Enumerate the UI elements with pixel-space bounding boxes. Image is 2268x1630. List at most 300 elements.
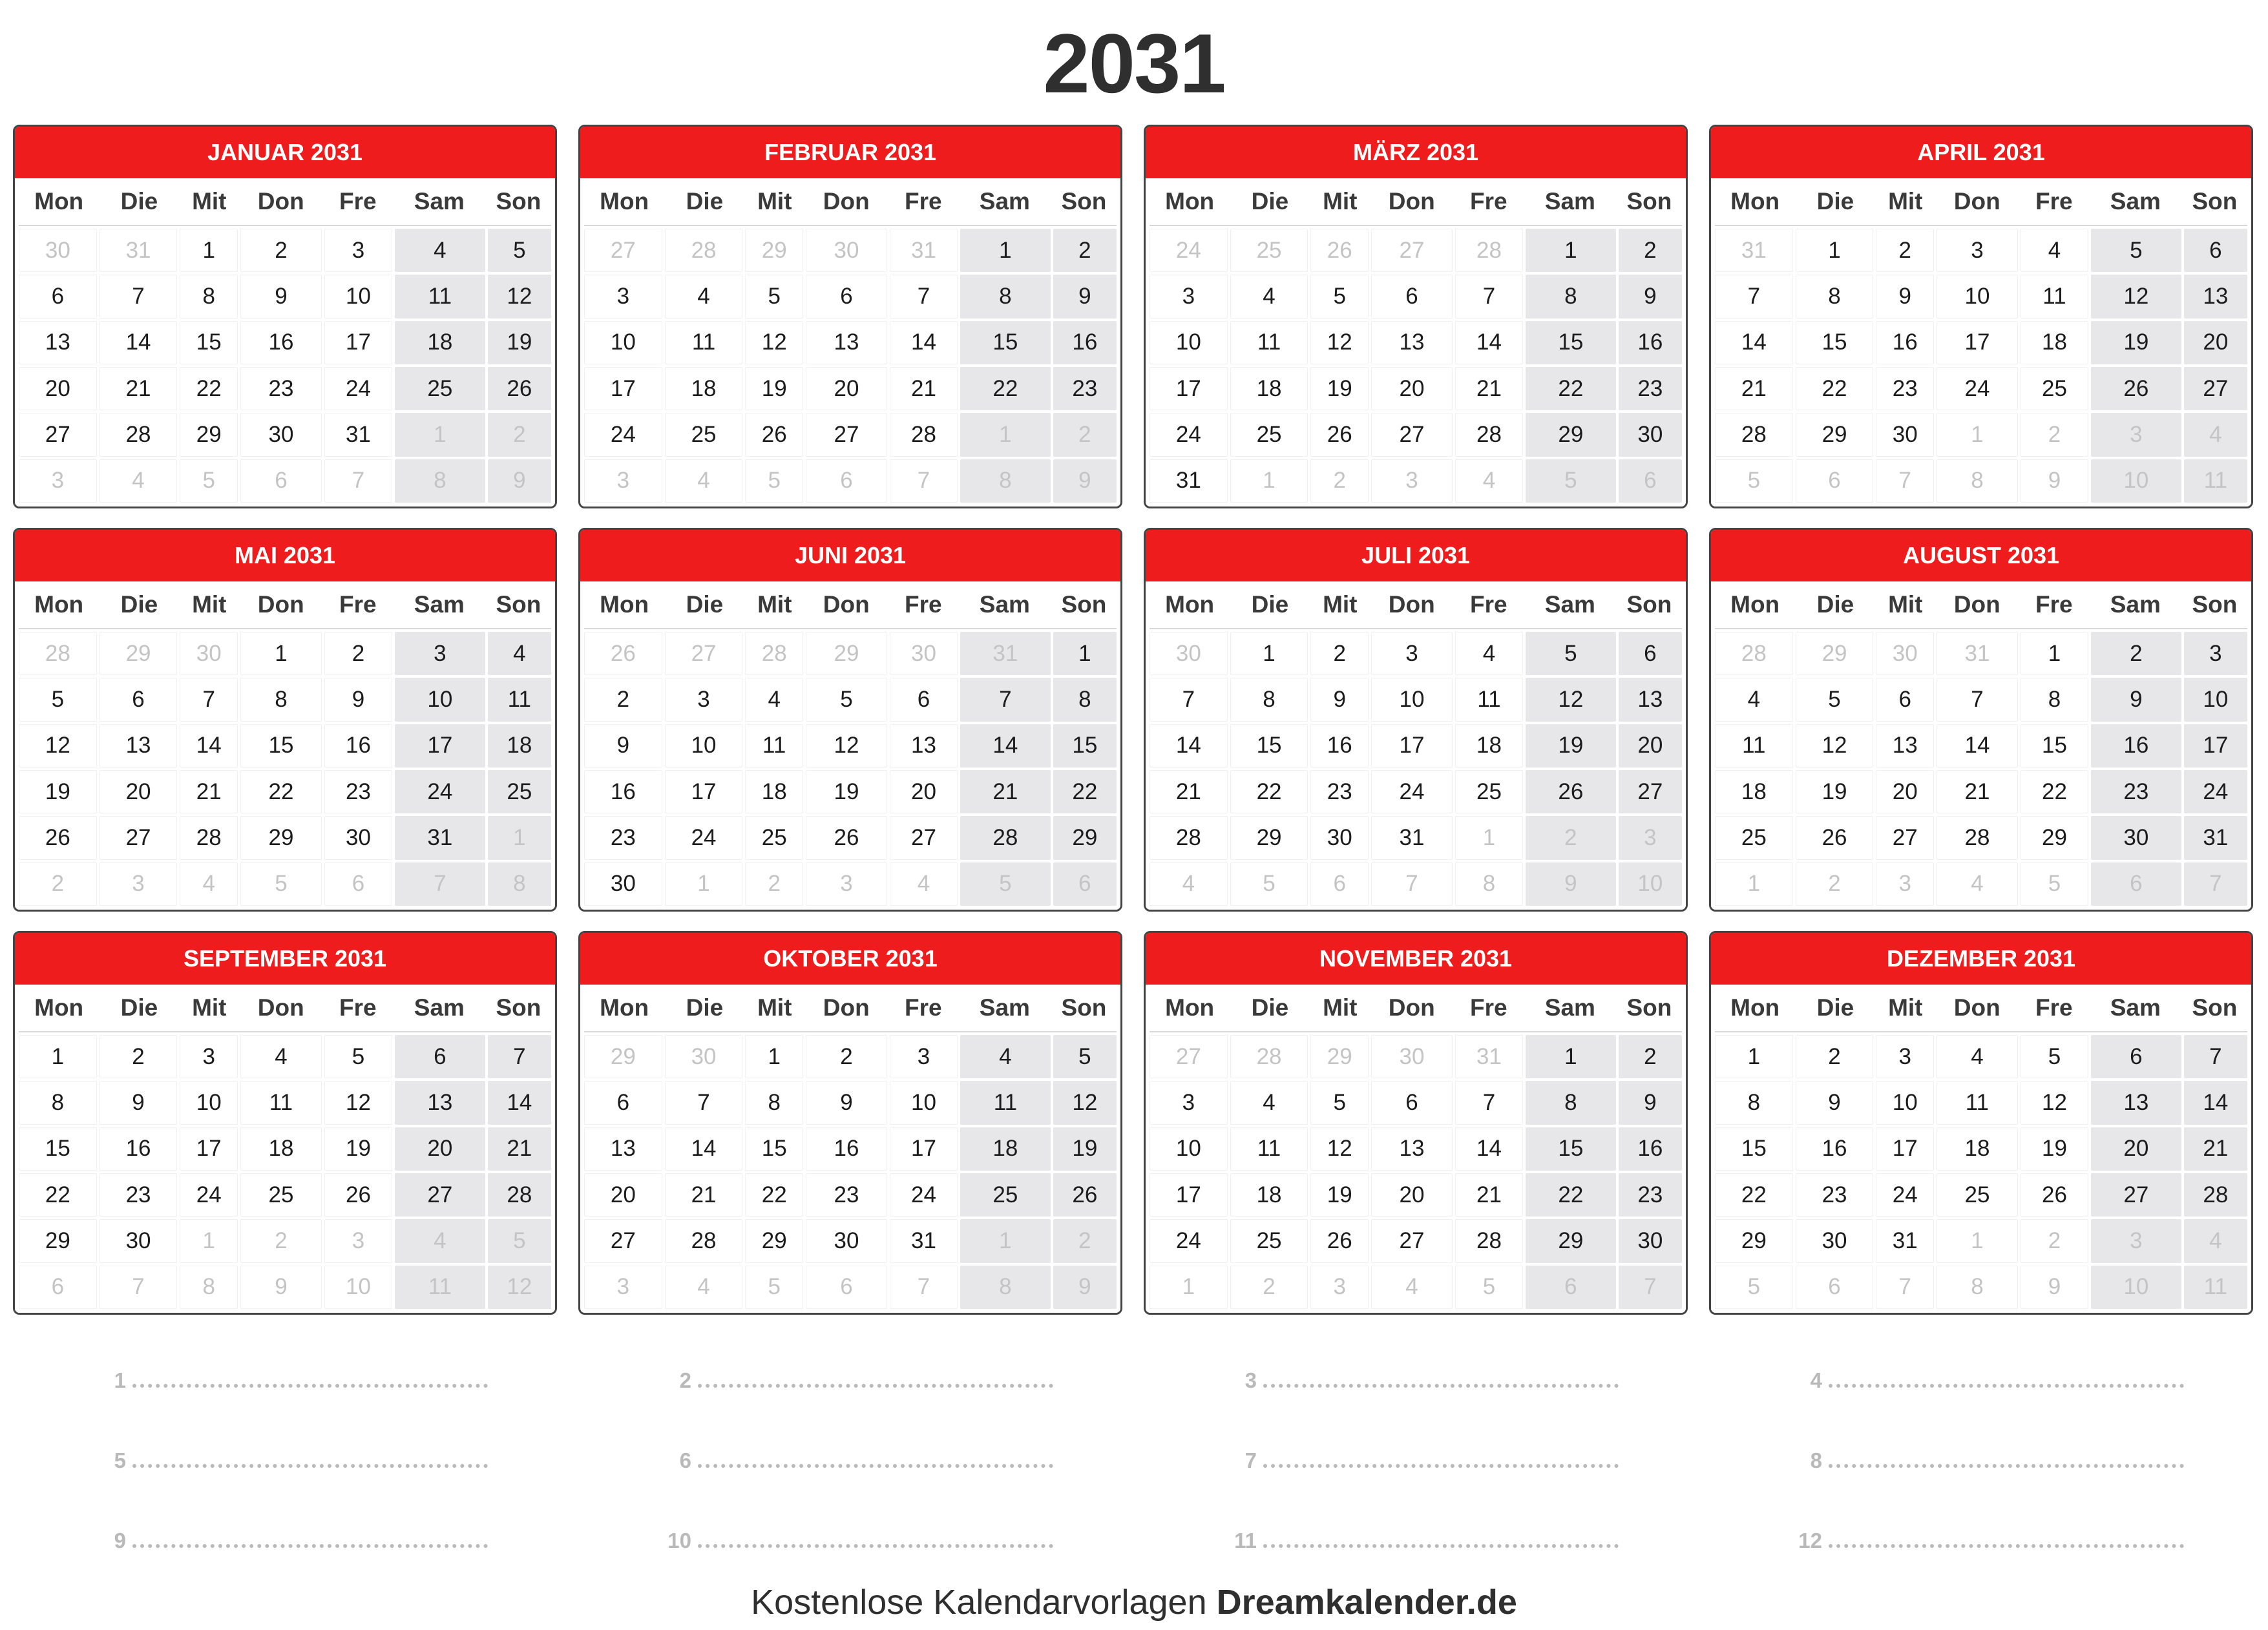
day-cell-adjacent-month: 7 — [1371, 862, 1453, 906]
weekday-label: Die — [1251, 188, 1289, 214]
day-cell-adjacent-month: 5 — [1230, 862, 1308, 906]
day-cell-adjacent-month: 4 — [100, 459, 178, 503]
day-cell: 24 — [584, 413, 662, 456]
day-cell-adjacent-month: 7 — [1876, 1266, 1934, 1309]
day-cell: 22 — [19, 1173, 97, 1217]
day-cell: 1 — [1526, 1035, 1616, 1078]
note-dotted-line — [1263, 1464, 1619, 1468]
days-grid — [1146, 226, 1686, 507]
day-cell: 23 — [806, 1173, 887, 1217]
day-cell: 18 — [1455, 724, 1523, 768]
day-cell: 21 — [1150, 770, 1228, 813]
weekday-label: Don — [823, 994, 870, 1021]
day-cell-adjacent-month: 11 — [2184, 1266, 2247, 1309]
day-cell: 17 — [1937, 321, 2018, 364]
day-cell: 26 — [1796, 816, 1874, 859]
day-cell-adjacent-month: 4 — [395, 1219, 485, 1262]
day-cell: 26 — [745, 413, 803, 456]
day-cell: 29 — [19, 1219, 97, 1262]
day-cell-adjacent-month: 10 — [2091, 1266, 2181, 1309]
day-cell-adjacent-month: 3 — [1876, 862, 1934, 906]
day-cell: 14 — [960, 724, 1051, 768]
footer — [0, 1576, 2268, 1628]
days-grid — [1711, 226, 2251, 507]
day-cell-adjacent-month: 1 — [1150, 1266, 1228, 1309]
day-cell: 22 — [745, 1173, 803, 1217]
days-grid — [15, 226, 555, 507]
day-cell: 11 — [395, 275, 485, 318]
day-cell-adjacent-month: 7 — [890, 459, 958, 503]
day-cell: 7 — [1455, 275, 1523, 318]
day-cell: 17 — [395, 724, 485, 768]
weekday-label: Sam — [2110, 994, 2161, 1021]
month-calendar — [13, 528, 557, 912]
day-cell: 5 — [1053, 1035, 1117, 1078]
day-cell: 3 — [1937, 229, 2018, 272]
month-title: NOVEMBER 2031 — [1146, 933, 1686, 985]
day-cell: 24 — [2184, 770, 2247, 813]
day-cell: 16 — [806, 1127, 887, 1171]
day-cell-adjacent-month: 5 — [960, 862, 1051, 906]
day-cell: 19 — [488, 321, 551, 364]
day-cell: 29 — [180, 413, 238, 456]
day-cell-adjacent-month: 9 — [1526, 862, 1616, 906]
day-cell: 26 — [2021, 1173, 2088, 1217]
day-cell-adjacent-month: 2 — [2021, 413, 2088, 456]
day-cell: 4 — [665, 275, 743, 318]
day-cell: 24 — [890, 1173, 958, 1217]
weekday-label: Die — [1816, 994, 1854, 1021]
days-grid — [580, 1032, 1120, 1313]
day-cell-adjacent-month: 3 — [584, 459, 662, 503]
day-cell-adjacent-month: 2 — [1310, 459, 1369, 503]
day-cell: 18 — [1937, 1127, 2018, 1171]
note-number: 3 — [1244, 1368, 1257, 1392]
day-cell: 28 — [2184, 1173, 2247, 1217]
day-cell: 9 — [1619, 1081, 1682, 1124]
weekday-label: Fre — [2035, 591, 2073, 618]
weekday-label: Don — [257, 591, 304, 618]
day-cell: 9 — [1876, 275, 1934, 318]
day-cell: 13 — [806, 321, 887, 364]
day-cell: 31 — [890, 1219, 958, 1262]
day-cell: 18 — [2021, 321, 2088, 364]
weekday-label: Mit — [757, 591, 792, 618]
day-cell-adjacent-month: 30 — [1150, 632, 1228, 675]
month-calendar — [1709, 931, 2253, 1315]
day-cell: 13 — [2091, 1081, 2181, 1124]
day-cell-adjacent-month: 25 — [1230, 229, 1308, 272]
day-cell: 27 — [395, 1173, 485, 1217]
day-cell: 30 — [100, 1219, 178, 1262]
day-cell: 21 — [665, 1173, 743, 1217]
weekday-label: Mon — [34, 188, 84, 214]
day-cell-adjacent-month: 5 — [1455, 1266, 1523, 1309]
weekday-label: Don — [1388, 591, 1435, 618]
day-cell-adjacent-month: 27 — [1371, 229, 1453, 272]
day-cell: 21 — [488, 1127, 551, 1171]
day-cell: 6 — [584, 1081, 662, 1124]
day-cell: 4 — [960, 1035, 1051, 1078]
day-cell: 25 — [1455, 770, 1523, 813]
day-cell-adjacent-month: 31 — [100, 229, 178, 272]
day-cell: 18 — [488, 724, 551, 768]
weekday-label: Mon — [600, 188, 649, 214]
day-cell-adjacent-month: 5 — [2021, 862, 2088, 906]
day-cell: 12 — [2021, 1081, 2088, 1124]
day-cell: 28 — [1455, 1219, 1523, 1262]
day-cell-adjacent-month: 5 — [1715, 1266, 1793, 1309]
day-cell: 15 — [180, 321, 238, 364]
day-cell: 4 — [240, 1035, 322, 1078]
weekday-label: Don — [257, 188, 304, 214]
day-cell: 2 — [1053, 229, 1117, 272]
day-cell: 9 — [806, 1081, 887, 1124]
day-cell: 7 — [1150, 678, 1228, 721]
day-cell: 10 — [324, 275, 392, 318]
day-cell-adjacent-month: 3 — [324, 1219, 392, 1262]
day-cell: 29 — [1526, 1219, 1616, 1262]
day-cell-adjacent-month: 5 — [1715, 459, 1793, 503]
day-cell-adjacent-month: 1 — [395, 413, 485, 456]
day-cell-adjacent-month: 2 — [1053, 1219, 1117, 1262]
day-cell: 22 — [1526, 367, 1616, 410]
day-cell: 6 — [2091, 1035, 2181, 1078]
day-cell: 28 — [1715, 413, 1793, 456]
day-cell: 26 — [1526, 770, 1616, 813]
day-cell: 24 — [180, 1173, 238, 1217]
month-title: JULI 2031 — [1146, 530, 1686, 581]
note-dotted-line — [132, 1384, 488, 1388]
day-cell: 16 — [324, 724, 392, 768]
day-cell: 10 — [1937, 275, 2018, 318]
day-cell: 9 — [1619, 275, 1682, 318]
day-cell: 31 — [1150, 459, 1228, 503]
weekday-label: Sam — [2110, 188, 2161, 214]
day-cell: 8 — [1526, 275, 1616, 318]
day-cell: 4 — [488, 632, 551, 675]
day-cell: 10 — [890, 1081, 958, 1124]
day-cell: 4 — [1455, 632, 1523, 675]
day-cell-adjacent-month: 2 — [1053, 413, 1117, 456]
day-cell: 24 — [1371, 770, 1453, 813]
note-number: 12 — [1798, 1529, 1822, 1552]
day-cell: 9 — [584, 724, 662, 768]
weekday-label: Mit — [1888, 994, 1923, 1021]
day-cell: 23 — [1876, 367, 1934, 410]
day-cell: 14 — [1715, 321, 1793, 364]
day-cell: 18 — [960, 1127, 1051, 1171]
weekday-label: Son — [1061, 994, 1107, 1021]
day-cell: 22 — [2021, 770, 2088, 813]
weekday-label: Die — [686, 188, 724, 214]
days-grid — [1146, 629, 1686, 910]
weekday-label: Mon — [34, 994, 84, 1021]
note-number: 8 — [1810, 1448, 1822, 1472]
day-cell: 8 — [1230, 678, 1308, 721]
weekday-label: Don — [1953, 188, 2000, 214]
day-cell-adjacent-month: 4 — [1371, 1266, 1453, 1309]
weekday-label: Sam — [979, 188, 1030, 214]
day-cell: 27 — [2184, 367, 2247, 410]
day-cell: 12 — [324, 1081, 392, 1124]
day-cell: 29 — [745, 1219, 803, 1262]
day-cell: 18 — [395, 321, 485, 364]
day-cell: 5 — [488, 229, 551, 272]
day-cell: 10 — [395, 678, 485, 721]
day-cell: 21 — [2184, 1127, 2247, 1171]
day-cell: 24 — [324, 367, 392, 410]
day-cell-adjacent-month: 3 — [1371, 459, 1453, 503]
day-cell-adjacent-month: 6 — [324, 862, 392, 906]
day-cell-adjacent-month: 26 — [1310, 229, 1369, 272]
day-cell: 5 — [745, 275, 803, 318]
day-cell: 15 — [1526, 321, 1616, 364]
month-calendar — [13, 931, 557, 1315]
day-cell: 12 — [806, 724, 887, 768]
weekday-label: Son — [2192, 994, 2238, 1021]
day-cell: 20 — [890, 770, 958, 813]
day-cell: 19 — [1310, 1173, 1369, 1217]
day-cell-adjacent-month: 4 — [2184, 413, 2247, 456]
day-cell-adjacent-month: 6 — [240, 459, 322, 503]
day-cell: 14 — [1937, 724, 2018, 768]
day-cell-adjacent-month: 28 — [1230, 1035, 1308, 1078]
month-calendar — [1709, 528, 2253, 912]
day-cell-adjacent-month: 3 — [2091, 413, 2181, 456]
note-number: 1 — [114, 1368, 126, 1392]
day-cell-adjacent-month: 4 — [1150, 862, 1228, 906]
weekday-header — [19, 985, 551, 1032]
weekday-label: Son — [1626, 188, 1672, 214]
day-cell: 25 — [2021, 367, 2088, 410]
note-number: 6 — [679, 1448, 691, 1472]
day-cell: 21 — [1455, 367, 1523, 410]
day-cell: 13 — [1619, 678, 1682, 721]
weekday-label: Die — [686, 591, 724, 618]
day-cell: 23 — [1053, 367, 1117, 410]
day-cell-adjacent-month: 27 — [584, 229, 662, 272]
day-cell: 16 — [1310, 724, 1369, 768]
day-cell: 28 — [1150, 816, 1228, 859]
note-number: 11 — [1234, 1529, 1257, 1552]
day-cell: 30 — [806, 1219, 887, 1262]
day-cell: 15 — [19, 1127, 97, 1171]
month-calendar — [1144, 931, 1688, 1315]
day-cell: 15 — [745, 1127, 803, 1171]
day-cell-adjacent-month: 8 — [1937, 459, 2018, 503]
day-cell: 15 — [960, 321, 1051, 364]
note-line-item — [1144, 1324, 1688, 1405]
day-cell: 19 — [324, 1127, 392, 1171]
day-cell: 6 — [2184, 229, 2247, 272]
day-cell: 6 — [1371, 1081, 1453, 1124]
month-title: SEPTEMBER 2031 — [15, 933, 555, 985]
day-cell: 27 — [1876, 816, 1934, 859]
day-cell: 2 — [1310, 632, 1369, 675]
weekday-label: Mon — [1165, 188, 1215, 214]
day-cell: 1 — [180, 229, 238, 272]
day-cell-adjacent-month: 5 — [745, 459, 803, 503]
day-cell: 8 — [1526, 1081, 1616, 1124]
day-cell: 2 — [584, 678, 662, 721]
day-cell: 20 — [1371, 367, 1453, 410]
day-cell-adjacent-month: 1 — [1937, 1219, 2018, 1262]
day-cell-adjacent-month: 8 — [395, 459, 485, 503]
day-cell-adjacent-month: 6 — [1310, 862, 1369, 906]
day-cell: 24 — [1150, 413, 1228, 456]
day-cell: 25 — [745, 816, 803, 859]
day-cell: 27 — [806, 413, 887, 456]
day-cell: 9 — [100, 1081, 178, 1124]
day-cell: 17 — [890, 1127, 958, 1171]
weekday-label: Mit — [757, 188, 792, 214]
day-cell: 7 — [180, 678, 238, 721]
day-cell: 4 — [395, 229, 485, 272]
day-cell: 2 — [100, 1035, 178, 1078]
day-cell-adjacent-month: 29 — [584, 1035, 662, 1078]
day-cell-adjacent-month: 29 — [806, 632, 887, 675]
day-cell: 3 — [1876, 1035, 1934, 1078]
day-cell: 22 — [1796, 367, 1874, 410]
day-cell: 11 — [745, 724, 803, 768]
weekday-label: Son — [496, 188, 541, 214]
weekday-header — [19, 178, 551, 226]
day-cell: 25 — [1937, 1173, 2018, 1217]
day-cell: 12 — [2091, 275, 2181, 318]
day-cell: 21 — [1937, 770, 2018, 813]
day-cell-adjacent-month: 6 — [806, 1266, 887, 1309]
weekday-label: Sam — [979, 994, 1030, 1021]
day-cell-adjacent-month: 29 — [100, 632, 178, 675]
day-cell-adjacent-month: 30 — [1371, 1035, 1453, 1078]
day-cell: 5 — [1310, 1081, 1369, 1124]
day-cell: 24 — [395, 770, 485, 813]
day-cell: 28 — [180, 816, 238, 859]
note-line-item — [1144, 1485, 1688, 1565]
month-calendar — [578, 125, 1122, 508]
month-title: AUGUST 2031 — [1711, 530, 2251, 581]
day-cell: 2 — [1619, 1035, 1682, 1078]
weekday-label: Son — [496, 994, 541, 1021]
weekday-label: Fre — [1469, 994, 1507, 1021]
weekday-label: Fre — [904, 188, 942, 214]
day-cell: 1 — [745, 1035, 803, 1078]
day-cell: 23 — [100, 1173, 178, 1217]
day-cell-adjacent-month: 9 — [2021, 1266, 2088, 1309]
day-cell: 11 — [1230, 1127, 1308, 1171]
day-cell: 18 — [665, 367, 743, 410]
weekday-label: Mit — [1888, 591, 1923, 618]
weekday-label: Son — [496, 591, 541, 618]
day-cell: 19 — [806, 770, 887, 813]
day-cell-adjacent-month: 6 — [2091, 862, 2181, 906]
day-cell: 29 — [2021, 816, 2088, 859]
day-cell: 23 — [1619, 1173, 1682, 1217]
day-cell: 3 — [180, 1035, 238, 1078]
day-cell: 2 — [1619, 229, 1682, 272]
day-cell: 1 — [240, 632, 322, 675]
weekday-label: Mit — [1888, 188, 1923, 214]
month-calendar — [578, 931, 1122, 1315]
note-dotted-line — [132, 1544, 488, 1548]
days-grid — [1146, 1032, 1686, 1313]
day-cell: 4 — [1937, 1035, 2018, 1078]
day-cell: 9 — [1796, 1081, 1874, 1124]
day-cell: 1 — [19, 1035, 97, 1078]
day-cell-adjacent-month: 28 — [1715, 632, 1793, 675]
day-cell: 14 — [890, 321, 958, 364]
day-cell: 14 — [488, 1081, 551, 1124]
day-cell-adjacent-month: 1 — [960, 1219, 1051, 1262]
day-cell: 2 — [324, 632, 392, 675]
day-cell-adjacent-month: 1 — [1715, 862, 1793, 906]
note-dotted-line — [132, 1464, 488, 1468]
note-number: 4 — [1810, 1368, 1822, 1392]
note-dotted-line — [698, 1464, 1053, 1468]
day-cell-adjacent-month: 1 — [665, 862, 743, 906]
day-cell: 19 — [2091, 321, 2181, 364]
day-cell: 6 — [100, 678, 178, 721]
day-cell: 10 — [584, 321, 662, 364]
day-cell: 21 — [180, 770, 238, 813]
weekday-label: Die — [686, 994, 724, 1021]
day-cell: 13 — [2184, 275, 2247, 318]
note-line-item — [1144, 1405, 1688, 1485]
day-cell: 11 — [1715, 724, 1793, 768]
day-cell: 8 — [19, 1081, 97, 1124]
day-cell: 14 — [2184, 1081, 2247, 1124]
day-cell: 21 — [960, 770, 1051, 813]
day-cell: 7 — [1715, 275, 1793, 318]
day-cell-adjacent-month: 10 — [2091, 459, 2181, 503]
day-cell-adjacent-month: 2 — [240, 1219, 322, 1262]
day-cell-adjacent-month: 2 — [1526, 816, 1616, 859]
day-cell: 11 — [2021, 275, 2088, 318]
day-cell-adjacent-month: 2 — [1230, 1266, 1308, 1309]
day-cell: 10 — [665, 724, 743, 768]
day-cell: 17 — [1876, 1127, 1934, 1171]
day-cell: 22 — [960, 367, 1051, 410]
day-cell: 3 — [665, 678, 743, 721]
day-cell: 16 — [1796, 1127, 1874, 1171]
days-grid — [15, 629, 555, 910]
day-cell: 28 — [890, 413, 958, 456]
day-cell: 3 — [395, 632, 485, 675]
day-cell: 17 — [2184, 724, 2247, 768]
day-cell-adjacent-month: 30 — [665, 1035, 743, 1078]
day-cell-adjacent-month: 4 — [665, 1266, 743, 1309]
note-dotted-line — [1829, 1464, 2184, 1468]
day-cell-adjacent-month: 26 — [584, 632, 662, 675]
day-cell: 12 — [1310, 1127, 1369, 1171]
weekday-label: Mon — [1730, 188, 1780, 214]
day-cell-adjacent-month: 9 — [2021, 459, 2088, 503]
day-cell-adjacent-month: 5 — [1526, 459, 1616, 503]
weekday-label: Fre — [339, 591, 377, 618]
weekday-label: Sam — [979, 591, 1030, 618]
day-cell: 15 — [240, 724, 322, 768]
day-cell: 12 — [745, 321, 803, 364]
day-cell: 8 — [2021, 678, 2088, 721]
day-cell-adjacent-month: 6 — [1619, 459, 1682, 503]
day-cell-adjacent-month: 9 — [240, 1266, 322, 1309]
day-cell: 24 — [1150, 1219, 1228, 1262]
weekday-header — [1715, 581, 2247, 629]
day-cell: 30 — [1619, 1219, 1682, 1262]
day-cell: 23 — [1796, 1173, 1874, 1217]
day-cell: 29 — [1053, 816, 1117, 859]
